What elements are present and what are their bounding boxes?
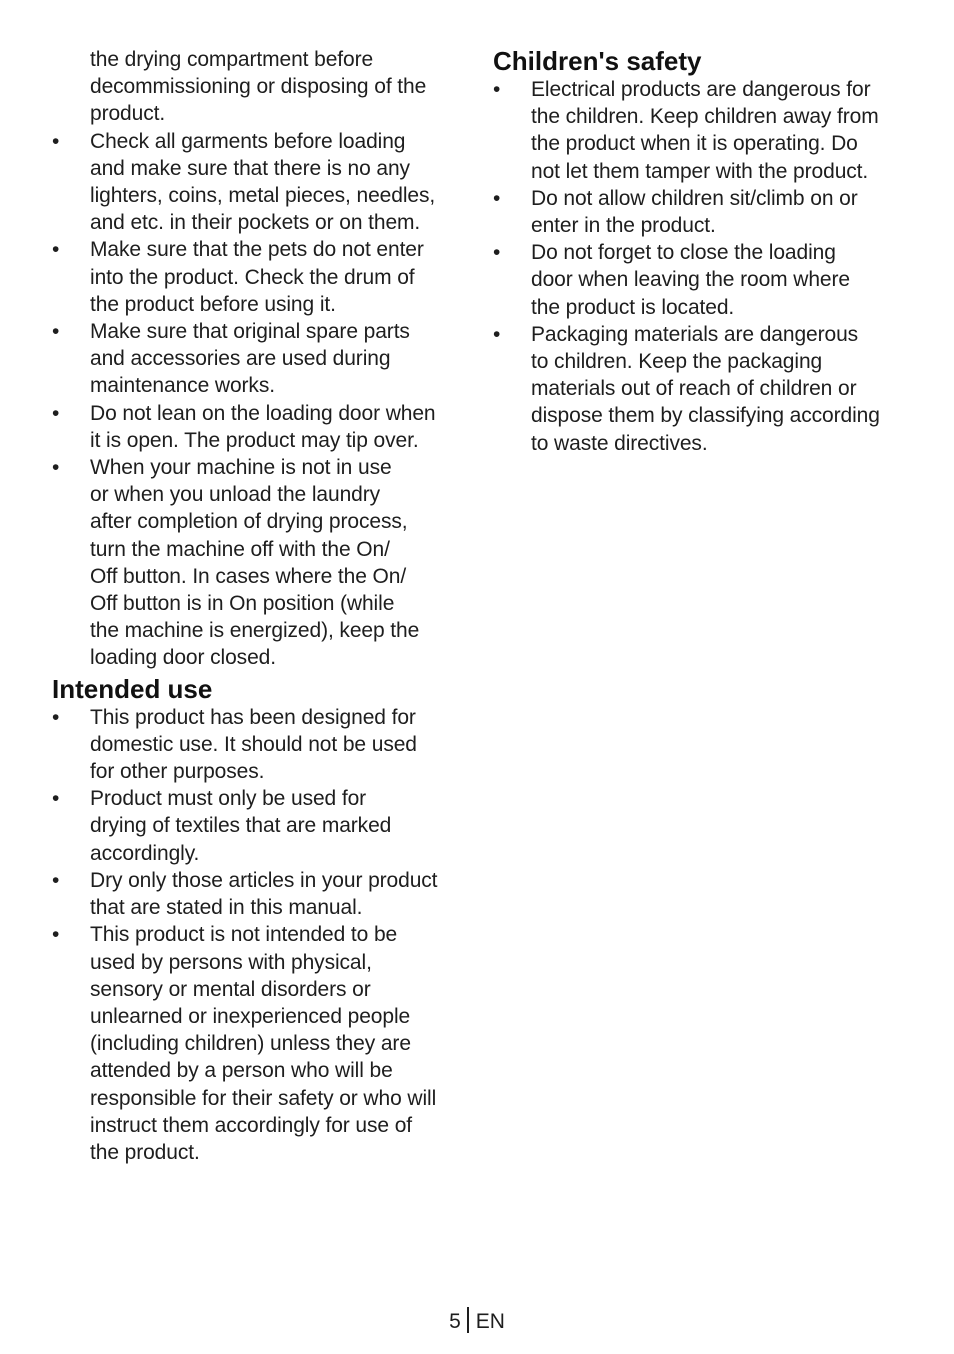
bullet-icon: • [52,238,60,262]
text-line: that are stated in this manual. [90,896,363,920]
bullet-icon: • [52,923,60,947]
bullet-icon: • [52,868,60,892]
bullet-list-item [52,128,464,237]
text-line: loading door closed. [90,646,276,670]
text-line: after completion of drying process, [90,510,408,534]
footer-separator [467,1307,469,1333]
bullet-icon: • [52,401,60,425]
bullet-icon: • [493,78,501,101]
text-line: and etc. in their pockets or on them. [90,211,421,235]
bullet-list-item [52,400,464,454]
text-line: This product is not intended to be [90,923,398,947]
text-line: decommissioning or disposing of the [90,75,427,99]
text-line: lighters, coins, metal pieces, needles, [90,184,436,208]
text-line: the machine is energized), keep the [90,619,420,643]
text-line: responsible for their safety or who will [90,1086,437,1110]
text-line: (including children) unless they are [90,1032,411,1056]
text-line: This product has been designed for [90,705,416,729]
bullet-list-item [52,318,464,400]
text-line: unlearned or inexperienced people [90,1004,411,1028]
text-line: sensory or mental disorders or [90,977,371,1001]
text-line: attended by a person who will be [90,1059,393,1083]
text-line: instruct them accordingly for use of [90,1113,413,1137]
text-line: Electrical products are dangerous for [531,78,871,101]
text-line: product. [90,102,166,126]
text-line: into the product. Check the drum of [90,265,415,289]
text-line: for other purposes. [90,760,265,784]
language-code: EN [475,1310,505,1333]
text-line: Dry only those articles in your product [90,868,438,892]
childrens-safety-heading: Children's safety [493,46,702,76]
text-line: or when you unload the laundry [90,483,381,507]
text-line: to children. Keep the packaging [531,350,823,374]
text-line: Make sure that original spare parts [90,320,410,344]
bullet-list-item [52,921,464,1166]
text-line: turn the machine off with the On/ [90,537,390,561]
safety-bullet-list [52,128,464,672]
left-column [52,46,464,1166]
text-line: door when leaving the room where [531,268,850,292]
text-line: the product is located. [531,295,735,319]
text-line: materials out of reach of children or [531,377,857,401]
text-line: Off button is in On position (while [90,592,395,616]
text-line: accordingly. [90,841,200,865]
bullet-list-item [52,867,464,921]
bullet-list-item [493,185,913,239]
bullet-list-item [52,785,464,867]
text-line: used by persons with physical, [90,950,372,974]
bullet-icon: • [52,787,60,811]
bullet-icon: • [52,129,60,153]
bullet-icon: • [493,186,501,210]
text-line: drying of textiles that are marked [90,814,392,838]
text-line: Do not lean on the loading door when [90,401,436,425]
bullet-icon: • [52,456,60,480]
bullet-icon: • [493,241,501,265]
text-line: the children. Keep children away from [531,105,879,129]
text-line: it is open. The product may tip over. [90,428,419,452]
text-line: When your machine is not in use [90,456,392,480]
text-line: Packaging materials are dangerous [531,322,859,346]
bullet-list-item [493,321,913,457]
text-line: maintenance works. [90,374,275,398]
continued-bullet-text [52,46,464,128]
intended-use-heading: Intended use [52,673,213,704]
text-line: Do not forget to close the loading [531,241,836,265]
text-line: the product before using it. [90,292,336,316]
page-number: 5 [449,1310,461,1333]
right-column [493,46,913,457]
text-line: and accessories are used during [90,347,391,371]
text-line: the drying compartment before [90,48,374,71]
text-line: and make sure that there is no any [90,156,410,180]
bullet-list-item [52,236,464,318]
text-line: the product when it is operating. Do [531,132,858,156]
text-line: not let them tamper with the product. [531,159,869,183]
bullet-icon: • [493,322,501,346]
bullet-list-item [52,704,464,786]
text-line: the product. [90,1140,200,1164]
text-line: enter in the product. [531,214,716,238]
bullet-icon: • [52,320,60,344]
text-line: Off button. In cases where the On/ [90,564,407,588]
text-line: Check all garments before loading [90,129,406,153]
text-line: Product must only be used for [90,787,367,811]
text-line: Do not allow children sit/climb on or [531,186,858,210]
bullet-list-item [493,76,913,185]
bullet-list-item [493,239,913,321]
text-line: Make sure that the pets do not enter [90,238,424,262]
page-footer [0,1308,954,1336]
childrens-safety-bullet-list [493,76,913,457]
text-line: domestic use. It should not be used [90,732,417,756]
bullet-list-item [52,454,464,672]
intended-use-bullet-list [52,704,464,1166]
bullet-icon: • [52,705,60,729]
text-line: dispose them by classifying according [531,404,880,428]
text-line: to waste directives. [531,431,708,455]
